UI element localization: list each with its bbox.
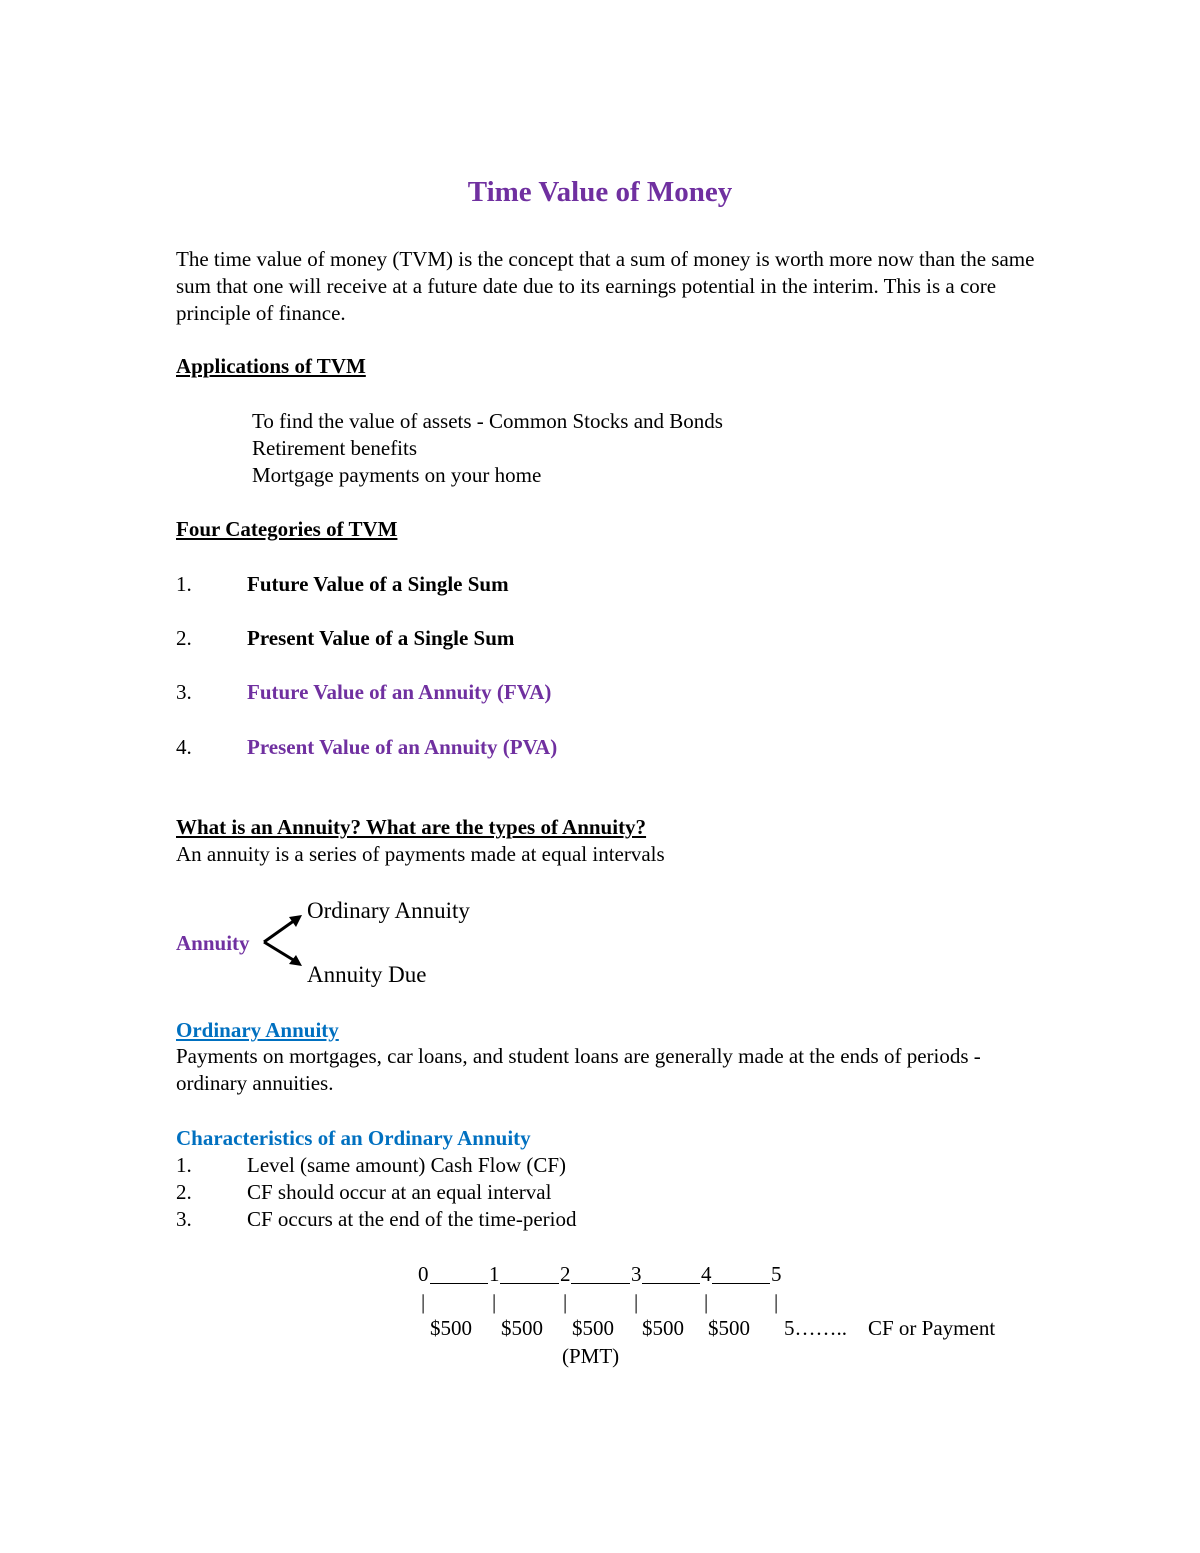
timeline-trailing: 5…….. [784,1316,847,1340]
annuity-definition: An annuity is a series of payments made at equal intervals [176,842,665,866]
characteristic-number: 3. [176,1207,192,1231]
timeline-segment [712,1283,770,1284]
category-number: 2. [176,626,192,650]
timeline-tick: | [563,1290,568,1314]
intro-paragraph: The time value of money (TVM) is the concept that a sum of money is worth more now than the same sum that one will receive at a future date due to its earnings potential in the interim. This is a core principle of finance. [176,247,1035,325]
arrow-head-down-icon [289,955,302,966]
timeline-label: CF or Payment [868,1316,996,1340]
annuity-root-label: Annuity [176,931,250,955]
timeline-period: 3 [631,1262,642,1286]
ordinary-annuity-heading: Ordinary Annuity [176,1018,339,1042]
category-label: Present Value of a Single Sum [247,626,515,650]
timeline-tick: | [774,1290,779,1314]
timeline-payment: $500 [501,1316,543,1340]
timeline-period: 1 [489,1262,500,1286]
timeline-period: 0 [418,1262,429,1286]
application-item: Retirement benefits [252,436,418,460]
timeline-segment [642,1283,700,1284]
category-label: Future Value of a Single Sum [247,572,509,596]
annuity-due-branch: Annuity Due [307,962,427,987]
timeline-period: 4 [701,1262,712,1286]
application-item: To find the value of assets - Common Stocks and Bonds [252,409,723,433]
characteristic-label: CF should occur at an equal interval [247,1180,552,1204]
timeline-segment [571,1283,630,1284]
applications-heading: Applications of TVM [176,354,366,378]
categories-heading: Four Categories of TVM [176,517,398,541]
timeline-payment: $500 [642,1316,684,1340]
timeline-payment: $500 [572,1316,614,1340]
timeline-segment [500,1283,559,1284]
ordinary-annuity-branch: Ordinary Annuity [307,898,470,923]
timeline-period: 5 [771,1262,782,1286]
timeline-segment [430,1283,488,1284]
timeline-period: 2 [560,1262,571,1286]
characteristic-label: CF occurs at the end of the time-period [247,1207,577,1231]
annuity-branch-diagram [250,905,310,975]
timeline-tick: | [492,1290,497,1314]
characteristic-number: 1. [176,1153,192,1177]
category-label: Present Value of an Annuity (PVA) [247,735,558,759]
timeline-tick: | [704,1290,709,1314]
category-number: 3. [176,680,192,704]
timeline-payment: $500 [430,1316,472,1340]
branch-arrow-up [264,920,295,942]
annuity-heading: What is an Annuity? What are the types of Annuity? [176,815,647,839]
page-title: Time Value of Money [467,176,733,208]
branch-arrow-down [264,942,295,961]
ordinary-annuity-text: Payments on mortgages, car loans, and student loans are generally made at the ends of periods - ordinary annuities. [176,1044,981,1095]
characteristics-heading: Characteristics of an Ordinary Annuity [176,1126,531,1150]
timeline-pmt-note: (PMT) [562,1344,620,1368]
timeline-tick: | [421,1290,426,1314]
application-item: Mortgage payments on your home [252,463,542,487]
category-label: Future Value of an Annuity (FVA) [247,680,552,704]
category-number: 1. [176,572,192,596]
category-number: 4. [176,735,192,759]
characteristic-label: Level (same amount) Cash Flow (CF) [247,1153,567,1177]
arrow-head-up-icon [289,915,302,927]
timeline-tick: | [634,1290,639,1314]
timeline-payment: $500 [708,1316,750,1340]
characteristic-number: 2. [176,1180,192,1204]
